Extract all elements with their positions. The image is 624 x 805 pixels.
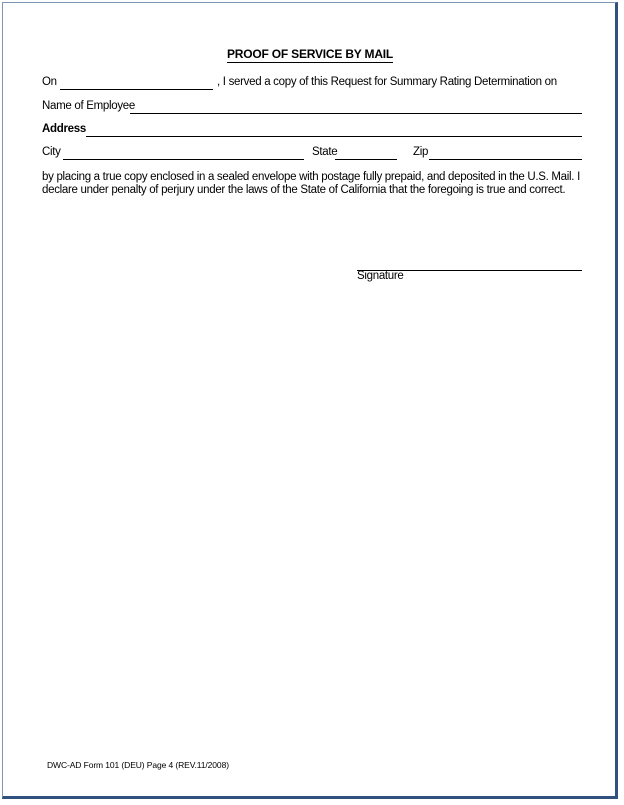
declaration-text: by placing a true copy enclosed in a sealed envelope with postage fully prepaid, and deposited in the U.S. Mail. I declare under penalty of perjury under the laws of the State of California that the foregoing is true and correct. [42,171,580,196]
zip-label: Zip [413,146,429,158]
city-label: City [42,146,61,158]
zip-field[interactable] [429,159,582,160]
employee-name-field[interactable] [130,113,582,114]
city-state-zip-row [42,146,582,162]
page-frame [2,2,618,799]
employee-name-label: Name of Employee [42,100,135,112]
form-title [0,47,620,61]
city-field[interactable] [63,159,304,160]
signature-label: Signature [357,270,404,282]
form-footer: DWC-AD Form 101 (DEU) Page 4 (REV.11/2008) [47,760,229,770]
service-date-row [42,76,582,92]
on-label: On [42,76,57,88]
employee-name-row [42,100,582,116]
address-label: Address [42,123,86,135]
served-copy-text: , I served a copy of this Request for Summary Rating Determination on [217,76,557,88]
address-field[interactable] [86,136,582,137]
service-date-field[interactable] [60,89,213,90]
state-label: State [312,146,338,158]
state-field[interactable] [335,159,397,160]
address-row [42,123,582,139]
form-title-text: PROOF OF SERVICE BY MAIL [226,47,394,61]
